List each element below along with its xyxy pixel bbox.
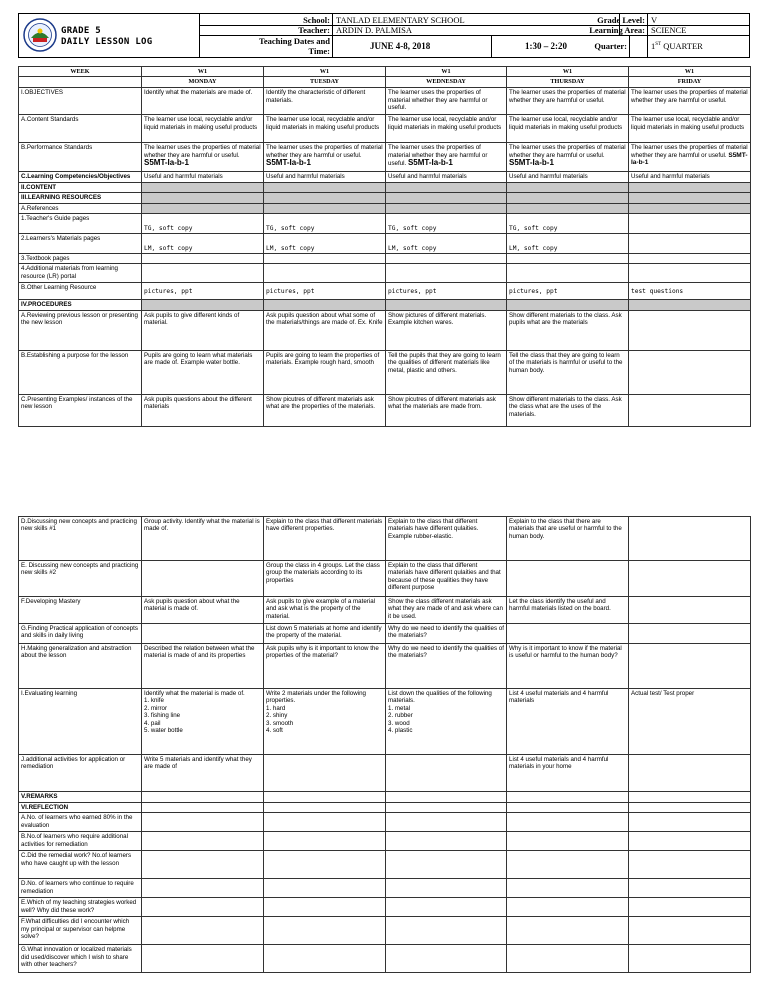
procedure-h-row [19,644,751,689]
table-cell: Write 2 materials under the following properties. 1. hard 2. shiny 3. smooth 4. soft [264,689,386,755]
table-cell: The learner uses the properties of material whether they are harmful or useful. [507,88,629,115]
row-label: E.Which of my teaching strategies worked well? Why did these work? [19,898,142,917]
table-cell: TG, soft copy [507,214,629,234]
table-cell: Identify the characteristic of different materials. [264,88,386,115]
table-cell: Identify what the materials are made of. [142,88,264,115]
row-label: A.References [19,203,142,213]
dates-value: JUNE 4-8, 2018 [370,41,431,51]
competency-code: S5MT-Ia-b-1 [266,158,311,168]
table-cell: The learner uses the properties of material whether they are harmful or useful. S5MT-Ia-b-1 [142,143,264,172]
table-cell: Explain to the class that there are materials that are useful or harmful to the human body. [507,517,629,561]
table-cell: Ask pupils why is it important to know the properties of the material? [264,644,386,689]
table-cell: LM, soft copy [386,234,507,254]
competency-code: S5MT-Ia-b-1 [631,151,748,167]
table-cell: Show different materials to the class. Ask the class what are the uses of the materials. [507,394,629,426]
grade-level-value: V [651,15,658,25]
row-label: F.What difficulties did I encounter which my principal or supervisor can helpme solve? [19,917,142,945]
table-cell [629,644,751,689]
table-cell: test questions [629,283,751,300]
table-cell: pictures, ppt [386,283,507,300]
reflection-d-row [19,879,751,898]
row-label: E. Discussing new concepts and practicing new skills #2 [19,561,142,597]
reflection-g-row [19,945,751,973]
row-label: C.Presenting Examples/ instances of the new lesson [19,394,142,426]
table-cell: pictures, ppt [507,283,629,300]
week-thu: W1 [507,67,629,77]
table-cell [142,561,264,597]
header-title-block [61,26,153,48]
reflection-b-row [19,832,751,851]
procedure-a-row [19,310,751,350]
week-header: WEEK [19,67,142,77]
row-label: A.Reviewing previous lesson or presenting the new lesson [19,310,142,350]
section-heading: IV.PROCEDURES [19,300,142,310]
school-label: School: [303,15,330,25]
resources-row [19,193,751,203]
dates-label-line2: Time: [308,46,330,56]
week-tue: W1 [264,67,386,77]
table-cell: TG, soft copy [264,214,386,234]
time-value: 1:30 – 2:20 [525,41,567,51]
reflection-row [19,803,751,813]
table-cell: Show picutres of different materials ask what are the properties of the materials. [264,394,386,426]
table-cell: Show picutres of different materials ask what the materials are made from. [386,394,507,426]
reflection-c-row [19,851,751,879]
table-cell: Tell the pupils that they are going to learn the qualities of different materials like metal, plastic and others. [386,350,507,394]
table-cell [629,561,751,597]
content-standards-row [19,115,751,143]
teacher-label: Teacher: [298,25,330,35]
procedures-row [19,300,751,310]
table-cell: Ask pupils question about what some of the materials/things are made of. Ex. Knife [264,310,386,350]
procedure-g-row [19,624,751,644]
table-cell: Group activity. Identify what the material is made of. [142,517,264,561]
procedure-f-row [19,597,751,624]
table-cell [264,755,386,792]
row-label: D.Discussing new concepts and practicing new skills #1 [19,517,142,561]
week-fri: W1 [629,67,751,77]
table-cell [507,624,629,644]
day-monday: MONDAY [142,77,264,88]
table-cell: Show the class different materials ask what they are made of and ask where can it be used. [386,597,507,624]
table-cell: The learner uses the properties of material whether they are harmful or useful. S5MT-Ia-b-1 [629,143,751,172]
day-row [19,77,751,88]
row-label: G.What innovation or localized materials did used/discover which I wish to share with other teachers? [19,945,142,973]
row-label: D.No. of learners who continue to require remediation [19,879,142,898]
teachers-guide-row [19,214,751,234]
textbook-row [19,254,751,264]
table-cell: Ask pupils questions about the different materials [142,394,264,426]
table-cell [629,214,751,234]
row-label: C.Learning Competencies/Objectives [19,172,142,182]
table-cell: List down the qualities of the following materials. 1. metal 2. rubber 3. wood 4. plastic [386,689,507,755]
objectives-row [19,88,751,115]
table-cell: Why do we need to identify the qualities of the materials? [386,624,507,644]
table-cell: TG, soft copy [386,214,507,234]
other-resources-row [19,283,751,300]
table-cell: Explain to the class that different materials have different qulaities. Example rubber-elastic. [386,517,507,561]
table-cell: Identify what the material is made of. 1. knife 2. mirror 3. fishing line 4. pail 5. water bottle [142,689,264,755]
lesson-table-bottom [18,516,751,973]
table-cell [629,394,751,426]
table-cell: The learner uses the properties of material whether they are harmful or useful. S5MT-Ia-b-1 [507,143,629,172]
competency-code: S5MT-Ia-b-1 [144,158,189,168]
table-cell: List down 5 materials at home and identify the property of the material. [264,624,386,644]
teacher-value: ARDIN D. PALMISA [336,25,412,35]
week-wed: W1 [386,67,507,77]
reflection-e-row [19,898,751,917]
row-label: A.No. of learners who earned 80% in the evaluation [19,813,142,832]
table-cell [142,624,264,644]
table-cell: LM, soft copy [507,234,629,254]
procedure-i-row [19,689,751,755]
competency-code: S5MT-Ia-b-1 [509,158,554,168]
row-label: 1.Teacher's Guide pages [19,214,142,234]
day-tuesday: TUESDAY [264,77,386,88]
procedure-d-row [19,517,751,561]
table-cell: Useful and harmful materials [386,172,507,182]
row-label: B.Other Learning Resource [19,283,142,300]
table-cell: The learner uses the properties of material whether they are harmful or useful. [629,88,751,115]
table-cell [629,624,751,644]
row-label: I.Evaluating learning [19,689,142,755]
content-row [19,182,751,192]
week-mon: W1 [142,67,264,77]
section-heading: II.CONTENT [19,182,142,192]
grade-title: GRADE 5 [61,26,102,36]
table-cell: List 4 useful materials and 4 harmful materials [507,689,629,755]
table-cell [629,350,751,394]
day-thursday: THURSDAY [507,77,629,88]
row-label: B.Establishing a purpose for the lesson [19,350,142,394]
day-friday: FRIDAY [629,77,751,88]
table-cell: Show pictures of different materials. Example kitchen wares. [386,310,507,350]
table-cell: pictures, ppt [264,283,386,300]
table-cell: The learner uses the properties of material whether they are harmful or useful. [386,88,507,115]
table-cell: Useful and harmful materials [142,172,264,182]
table-cell: Why is it important to know if the material is useful or harmful to the human body? [507,644,629,689]
table-cell [629,597,751,624]
day-wednesday: WEDNESDAY [386,77,507,88]
row-label: 3.Textbook pages [19,254,142,264]
grade-level-label: Grade Level: [597,15,645,25]
table-cell: pictures, ppt [142,283,264,300]
reflection-a-row [19,813,751,832]
table-cell [386,755,507,792]
table-cell: Ask pupils to give different kinds of material. [142,310,264,350]
competencies-row [19,172,751,182]
quarter-label: Quarter: [594,41,627,51]
row-label: I.OBJECTIVES [19,88,142,115]
competency-code: S5MT-Ia-b-1 [407,158,453,168]
table-cell: Useful and harmful materials [507,172,629,182]
table-cell: Useful and harmful materials [629,172,751,182]
row-label: H.Making generalization and abstraction about the lesson [19,644,142,689]
row-label: 4.Additional materials from learning resource (LR) portal [19,264,142,283]
table-cell: Described the relation between what the material is made of and its properties [142,644,264,689]
table-cell [629,234,751,254]
table-cell: Pupils are going to learn the properties of materials. Example rough hard, smooth [264,350,386,394]
table-cell: The learner use local, recyclable and/or liquid materials in making useful products [629,115,751,143]
table-cell: Write 5 materials and identify what they are made of [142,755,264,792]
deped-seal-logo [23,18,57,52]
row-label: C.Did the remedial work? No.of learners who have caught up with the lesson [19,851,142,879]
performance-standards-row [19,143,751,172]
table-cell: The learner uses the properties of material whether they are harmful or useful. S5MT-Ia-b-1 [386,143,507,172]
table-cell: LM, soft copy [264,234,386,254]
row-label: A.Content Standards [19,115,142,143]
section-heading: III.LEARNING RESOURCES [19,193,142,203]
table-cell: Actual test/ Test proper [629,689,751,755]
table-cell [507,561,629,597]
table-cell: Ask pupils to give example of a material and ask what is the property of the material. [264,597,386,624]
table-cell: The learner use local, recyclable and/or liquid materials in making useful products [142,115,264,143]
table-cell: Why do we need to identify the qualities of the materials? [386,644,507,689]
table-cell: The learner use local, recyclable and/or liquid materials in making useful products [507,115,629,143]
table-cell: Group the class in 4 groups. Let the class group the materials according to its properties [264,561,386,597]
procedure-b-row [19,350,751,394]
row-label: B.Performance Standards [19,143,142,172]
lesson-table-top [18,66,751,427]
table-cell: Explain to the class that different materials have different properties. [264,517,386,561]
learners-materials-row [19,234,751,254]
table-cell: The learner uses the properties of material whether they are harmful or useful. S5MT-Ia-b-1 [264,143,386,172]
table-cell [629,310,751,350]
row-label: G.Finding Practical application of concepts and skills in daily living [19,624,142,644]
row-label: 2.Learners's Materials pages [19,234,142,254]
quarter-value: 1ST QUARTER [651,41,703,51]
logo-cell [19,14,200,57]
table-cell: LM, soft copy [142,234,264,254]
table-cell: Useful and harmful materials [264,172,386,182]
header-fields [200,14,749,57]
row-label: J.additional activities for application or remediation [19,755,142,792]
section-heading: VI.REFLECTION [19,803,142,813]
dates-label-line1: Teaching Dates and [258,36,330,46]
procedure-e-row [19,561,751,597]
procedure-j-row [19,755,751,792]
table-cell: The learner use local, recyclable and/or liquid materials in making useful products [386,115,507,143]
school-value: TANLAD ELEMENTARY SCHOOL [336,15,465,25]
learning-area-value: SCIENCE [651,25,687,35]
table-cell: Tell the class that they are going to learn of the materials is harmful or useful to the human body. [507,350,629,394]
additional-materials-row [19,264,751,283]
table-cell: The learner use local, recyclable and/or liquid materials in making useful products [264,115,386,143]
table-cell [629,517,751,561]
dates-label [200,36,330,56]
table-cell: Ask pupils question about what the material is made of. [142,597,264,624]
references-row [19,203,751,213]
table-cell: Show different materials to the class. Ask pupils what are the materials [507,310,629,350]
reflection-f-row [19,917,751,945]
section-heading: V.REMARKS [19,792,142,803]
table-cell: Let the class identify the useful and harmful materials listed on the board. [507,597,629,624]
remarks-row [19,792,751,803]
table-cell: TG, soft copy [142,214,264,234]
log-title: DAILY LESSON LOG [61,37,153,47]
table-cell [629,755,751,792]
learning-area-label: Learning Area: [589,25,645,35]
table-cell: List 4 useful materials and 4 harmful materials in your home [507,755,629,792]
procedure-c-row [19,394,751,426]
table-cell: Explain to the class that different materials have different qulaities and that because of these qualities they have different purpose [386,561,507,597]
week-row [19,67,751,77]
table-cell: Pupils are going to learn what materials are made of. Example water bottle. [142,350,264,394]
row-label: B.No.of learners who require additional activities for remediation [19,832,142,851]
row-label: F.Developing Mastery [19,597,142,624]
header-box [18,13,750,58]
